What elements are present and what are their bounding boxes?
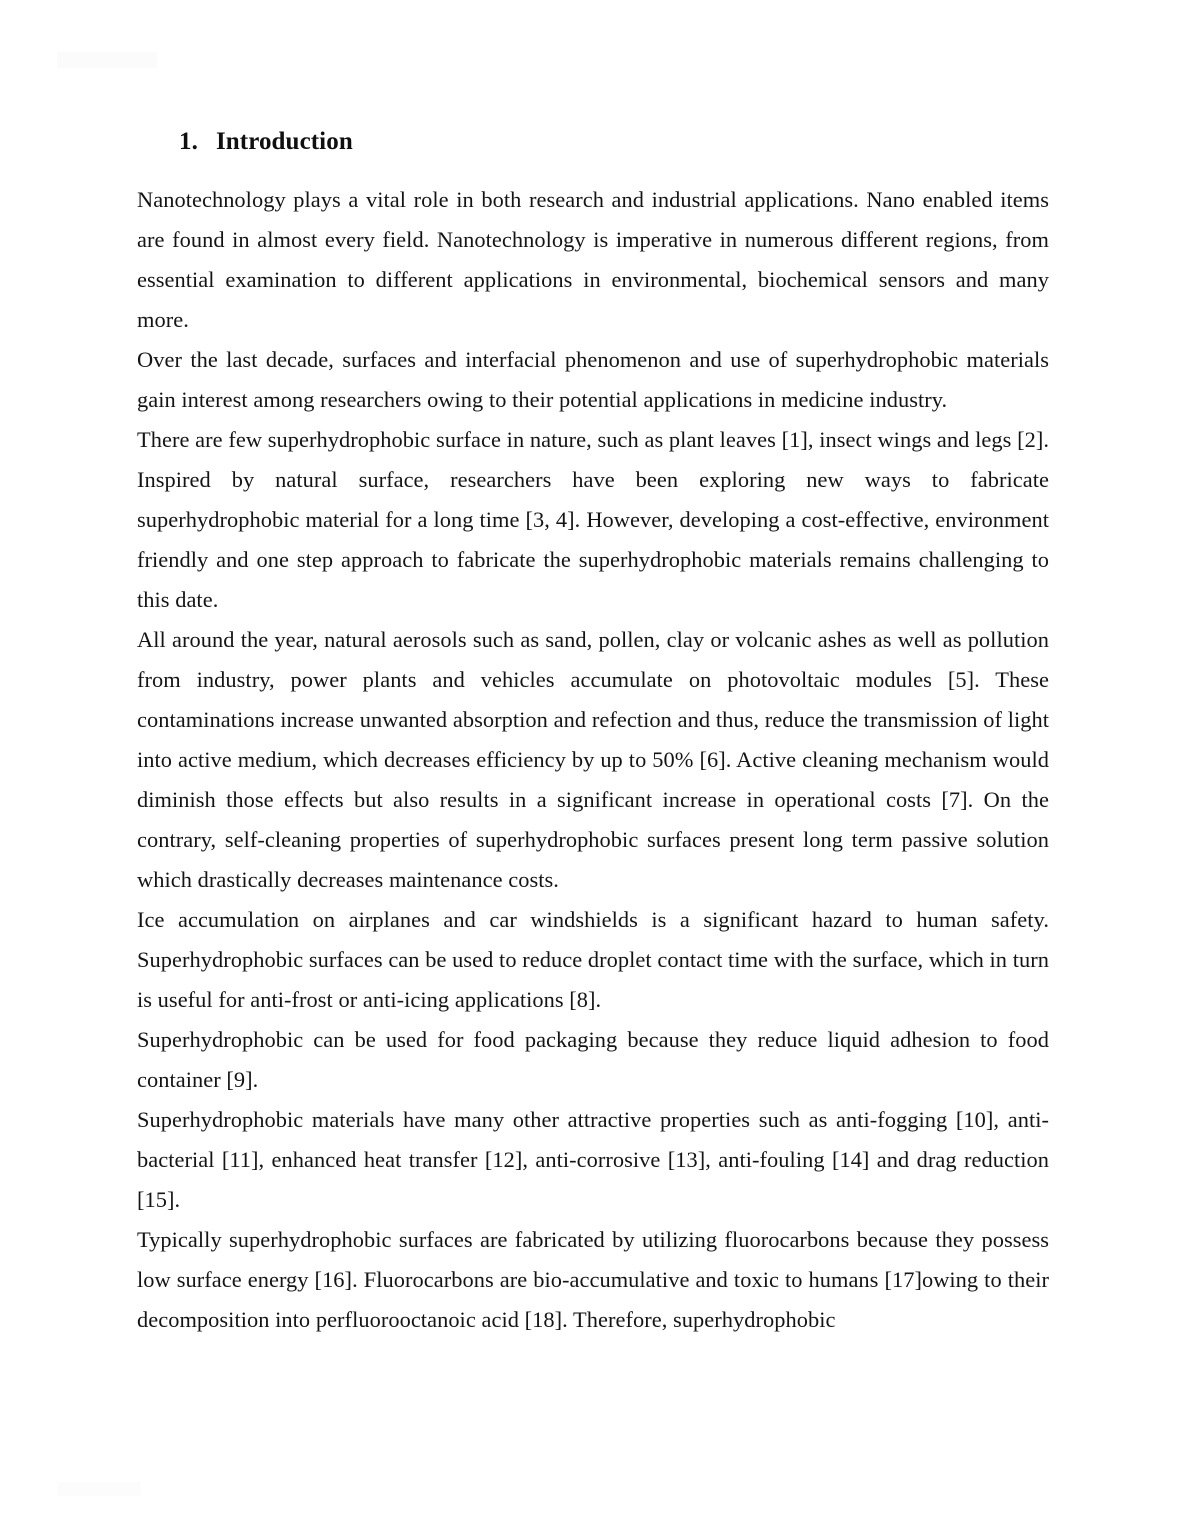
page-top-artifact bbox=[57, 52, 157, 68]
section-heading bbox=[179, 128, 1049, 156]
paragraph: Ice accumulation on airplanes and car windshields is a significant hazard to human safety. Superhydrophobic surfaces can be used to reduce droplet contact time with the surface, which in turn is useful for anti-frost or anti-icing applications [8]. bbox=[137, 907, 1049, 1012]
paragraph: Superhydrophobic materials have many other attractive properties such as anti-fogging [10], anti-bacterial [11], enhanced heat transfer [12], anti-corrosive [13], anti-fouling [14] and drag reduction [15]. bbox=[137, 1107, 1049, 1212]
page-content bbox=[137, 128, 1049, 1340]
paragraph: There are few superhydrophobic surface in nature, such as plant leaves [1], insect wings and legs [2]. Inspired by natural surface, researchers have been exploring new ways to fabricate superhydrophobic material for a long time [3, 4]. However, developing a cost-effective, environment friendly and one step approach to fabricate the superhydrophobic materials remains challenging to this date. bbox=[137, 427, 1049, 612]
section-title: Introduction bbox=[215, 128, 353, 155]
paragraph: Over the last decade, surfaces and interfacial phenomenon and use of superhydrophobic materials gain interest among researchers owing to their potential applications in medicine industry. bbox=[137, 347, 1049, 412]
paragraph: All around the year, natural aerosols such as sand, pollen, clay or volcanic ashes as well as pollution from industry, power plants and vehicles accumulate on photovoltaic modules [5]. These contaminations increase unwanted absorption and refection and thus, reduce the transmission of light into active medium, which decreases efficiency by up to 50% [6]. Active cleaning mechanism would diminish those effects but also results in a significant increase in operational costs [7]. On the contrary, self-cleaning properties of superhydrophobic surfaces present long term passive solution which drastically decreases maintenance costs. bbox=[137, 627, 1049, 892]
section-number: 1. bbox=[179, 128, 198, 155]
paragraph: Typically superhydrophobic surfaces are fabricated by utilizing fluorocarbons because they possess low surface energy [16]. Fluorocarbons are bio-accumulative and toxic to humans [17]owing to their decomposition into perfluorooctanoic acid [18]. Therefore, superhydrophobic bbox=[137, 1227, 1049, 1332]
page-bottom-artifact bbox=[57, 1482, 141, 1496]
paragraph: Nanotechnology plays a vital role in both research and industrial applications. Nano enabled items are found in almost every field. Nanotechnology is imperative in numerous different regions, from essential examination to different applications in environmental, biochemical sensors and many more. bbox=[137, 187, 1049, 332]
paragraph: Superhydrophobic can be used for food packaging because they reduce liquid adhesion to food container [9]. bbox=[137, 1027, 1049, 1092]
